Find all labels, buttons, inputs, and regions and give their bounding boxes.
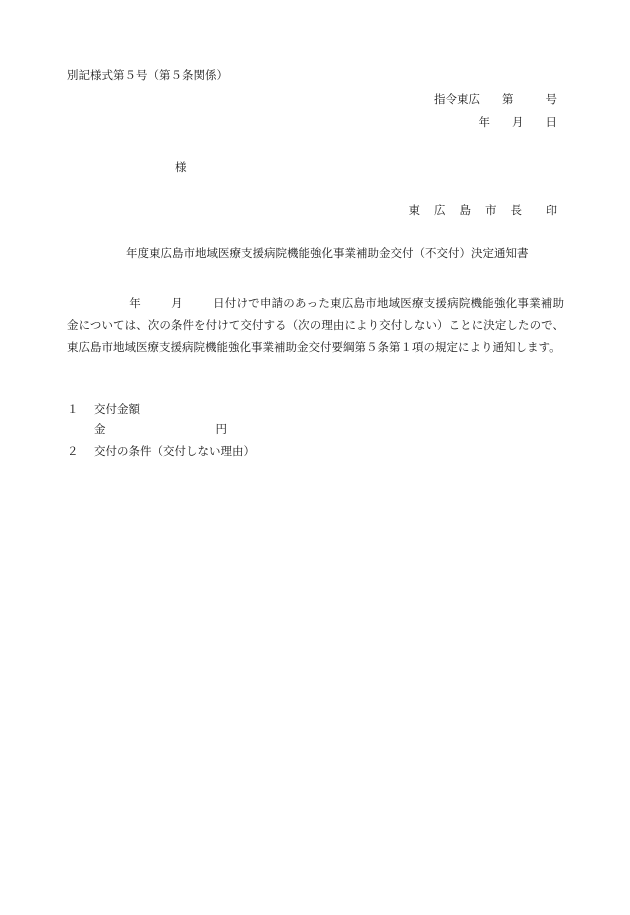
recipient-honorific: 様: [175, 160, 187, 174]
grant-amount-line: [94, 424, 227, 436]
document-title: 年度東広島市地域医療支援病院機能強化事業補助金交付（不交付）決定通知書: [126, 246, 529, 260]
body-text: 日付けで申請のあった東広島市地域医療支援病院機能強化事業補助金については、次の条件を付けて交付する（次の理由により交付しない）ことに決定したので、東広島市地域医療支援病院機能強化事業補助金交付要綱第５条第１項の規定により通知します。: [67, 296, 564, 354]
doc-number-suffix: 号: [545, 92, 557, 106]
body-month: 月: [170, 296, 183, 310]
amount-suffix: 円: [215, 422, 227, 436]
issuer-char: 長: [510, 203, 522, 217]
body-paragraph: [67, 292, 564, 358]
document-date: [479, 117, 558, 129]
date-day: 日: [545, 115, 557, 129]
item-label: 交付金額: [94, 402, 140, 416]
date-month: 月: [512, 115, 524, 129]
amount-prefix: 金: [94, 422, 106, 436]
doc-number-mid: 第: [502, 92, 514, 106]
issuer: [409, 205, 558, 217]
form-reference: 別記様式第５号（第５条関係）: [67, 68, 228, 82]
seal-mark: 印: [546, 204, 557, 217]
document-number: [434, 94, 557, 106]
issuer-char: 東: [408, 203, 420, 217]
item-number: １: [67, 402, 79, 416]
item-grant-amount: [67, 404, 140, 416]
doc-number-prefix: 指令東広: [434, 92, 480, 106]
item-number: ２: [67, 444, 79, 458]
issuer-char: 市: [485, 203, 497, 217]
date-year: 年: [478, 115, 490, 129]
issuer-char: 広: [434, 203, 446, 217]
issuer-char: 島: [459, 203, 471, 217]
item-grant-conditions: [67, 446, 255, 458]
body-year: 年: [129, 296, 141, 310]
item-label: 交付の条件（交付しない理由）: [94, 444, 255, 458]
